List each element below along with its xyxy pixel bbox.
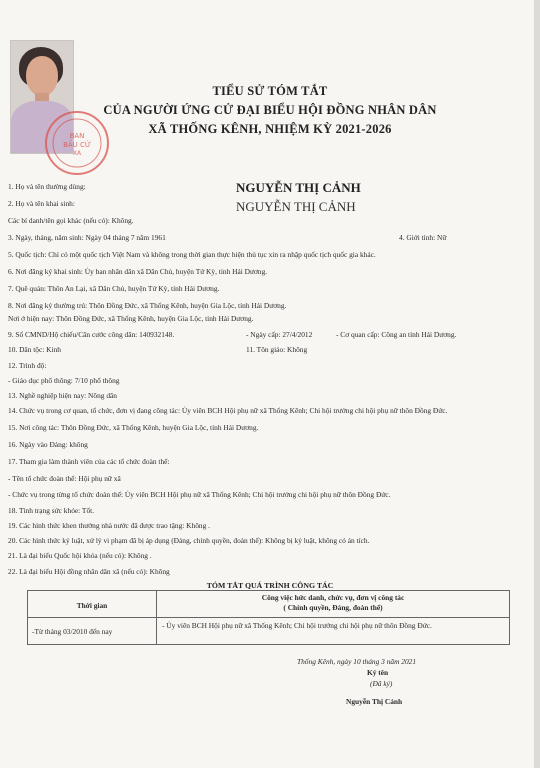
field-12-education: 12. Trình độ: [8,361,47,370]
field-other-names: Các bí danh/tên gọi khác (nếu có): Không. [8,216,134,225]
field-general-education: - Giáo dục phổ thông: 7/10 phổ thông [8,376,120,385]
title-line-3: XÃ THỐNG KÊNH, NHIỆM KỲ 2021-2026 [148,122,392,136]
svg-text:BAN: BAN [69,132,85,140]
field-9-issuer: - Cơ quan cấp: Công an tỉnh Hải Dương. [336,330,457,339]
field-11-religion: 11. Tôn giáo: Không [246,345,308,354]
field-organization-position: - Chức vụ trong từng tổ chức đoàn thể: Ủy viên BCH Hội phụ nữ xã Thống Kênh; Chi hội trưởng chi hội phụ nữ thôn Đồng Đức. [8,490,391,499]
field-6-birth-registration: 6. Nơi đăng ký khai sinh: Ủy ban nhân dân xã Dân Chủ, huyện Tứ Kỳ, tỉnh Hải Dương. [8,267,268,276]
signature-sign-label: Ký tên [367,668,389,677]
red-seal-stamp [42,108,112,178]
career-table-title: TÓM TẮT QUÁ TRÌNH CÔNG TÁC [206,581,334,590]
signature-signed-note: (Đã ký) [370,679,393,688]
career-header-work-sub: ( Chính quyền, Đảng, đoàn thể) [283,603,383,612]
field-18-health: 18. Tình trạng sức khỏe: Tốt. [8,506,95,515]
field-22-peoples-council: 22. Là đại biểu Hội đồng nhân dân xã (nếu có): Không [8,567,170,576]
field-1-label: 1. Họ và tên thường dùng: [8,182,86,191]
field-16-party-date: 16. Ngày vào Đảng: không [8,440,88,449]
field-8-permanent-residence: 8. Nơi đăng ký thường trú: Thôn Đồng Đức, xã Thống Kênh, huyện Gia Lộc, tỉnh Hải Dương. [8,301,287,310]
field-organization-name: - Tên tổ chức đoàn thể: Hội phụ nữ xã [8,474,121,483]
field-15-workplace: 15. Nơi công tác: Thôn Đồng Đức, xã Thống Kênh, huyện Gia Lộc, tỉnh Hải Dương. [8,423,259,432]
career-table [27,590,510,645]
field-10-ethnicity: 10. Dân tộc: Kinh [8,345,61,354]
field-14-position: 14. Chức vụ trong cơ quan, tổ chức, đơn vị đang công tác: Ủy viên BCH Hội phụ nữ xã Thống Kênh; Chi hội trưởng chi hội phụ nữ thôn Đồng Đức. [8,406,448,415]
field-4-gender: 4. Giới tính: Nữ [399,233,447,242]
career-header-work: Công việc hức danh, chức vụ, đơn vị công tác [261,593,405,602]
field-9-id-number: 9. Số CMND/Hộ chiếu/Căn cước công dân: 140932148. [8,330,175,339]
candidate-birth-name: NGUYỄN THỊ CẢNH [236,199,356,214]
signature-place-date: Thống Kênh, ngày 10 tháng 3 năm 2021 [297,657,417,666]
title-line-1: TIỂU SỬ TÓM TẮT [212,84,328,98]
field-current-residence: Nơi ở hiện nay: Thôn Đồng Đức, xã Thống Kênh, huyện Gia Lộc, tỉnh Hải Dương. [8,314,254,323]
candidate-name: NGUYỄN THỊ CẢNH [236,180,361,195]
field-7-hometown: 7. Quê quán: Thôn An Lại, xã Dân Chủ, huyện Tứ Kỳ, tỉnh Hải Dương. [8,284,220,293]
career-row-time: -Từ tháng 03/2010 đến nay [32,627,113,636]
field-13-occupation: 13. Nghề nghiệp hiện nay: Nông dân [8,391,117,400]
career-header-time: Thời gian [76,601,108,610]
title-line-2: CỦA NGƯỜI ỨNG CỬ ĐẠI BIỂU HỘI ĐỒNG NHÂN DÂN [103,103,437,117]
svg-text:BẦU CỬ: BẦU CỬ [63,141,91,149]
field-19-awards: 19. Các hình thức khen thưởng nhà nước đã được trao tặng: Không . [8,521,211,530]
field-21-national-assembly: 21. Là đại biểu Quốc hội khóa (nếu có): Không . [8,551,152,560]
field-2-label: 2. Họ và tên khai sinh: [8,199,75,208]
signature-name: Nguyễn Thị Cảnh [346,697,403,706]
field-5-nationality: 5. Quốc tịch: Chỉ có một quốc tịch Việt Nam và không trong thời gian thực hiện thủ tục xin ra nhập quốc tịch quốc gia khác. [8,250,376,259]
field-17-organizations: 17. Tham gia làm thành viên của các tổ chức đoàn thể: [8,457,170,466]
field-3-dob: 3. Ngày, tháng, năm sinh: Ngày 04 tháng 7 năm 1961 [8,233,166,242]
field-9-issue-date: - Ngày cấp: 27/4/2012 [246,330,313,339]
career-row-work: - Ủy viên BCH Hội phụ nữ xã Thống Kênh; Chi hội trưởng chi hội phụ nữ thôn Đồng Đức. [162,621,432,630]
field-20-discipline: 20. Các hình thức kỷ luật, xử lý vi phạm đã bị áp dụng (Đảng, chính quyền, đoàn thể): Không bị kỷ luật, không có án tích. [8,536,370,545]
svg-text:XÃ: XÃ [72,150,82,157]
